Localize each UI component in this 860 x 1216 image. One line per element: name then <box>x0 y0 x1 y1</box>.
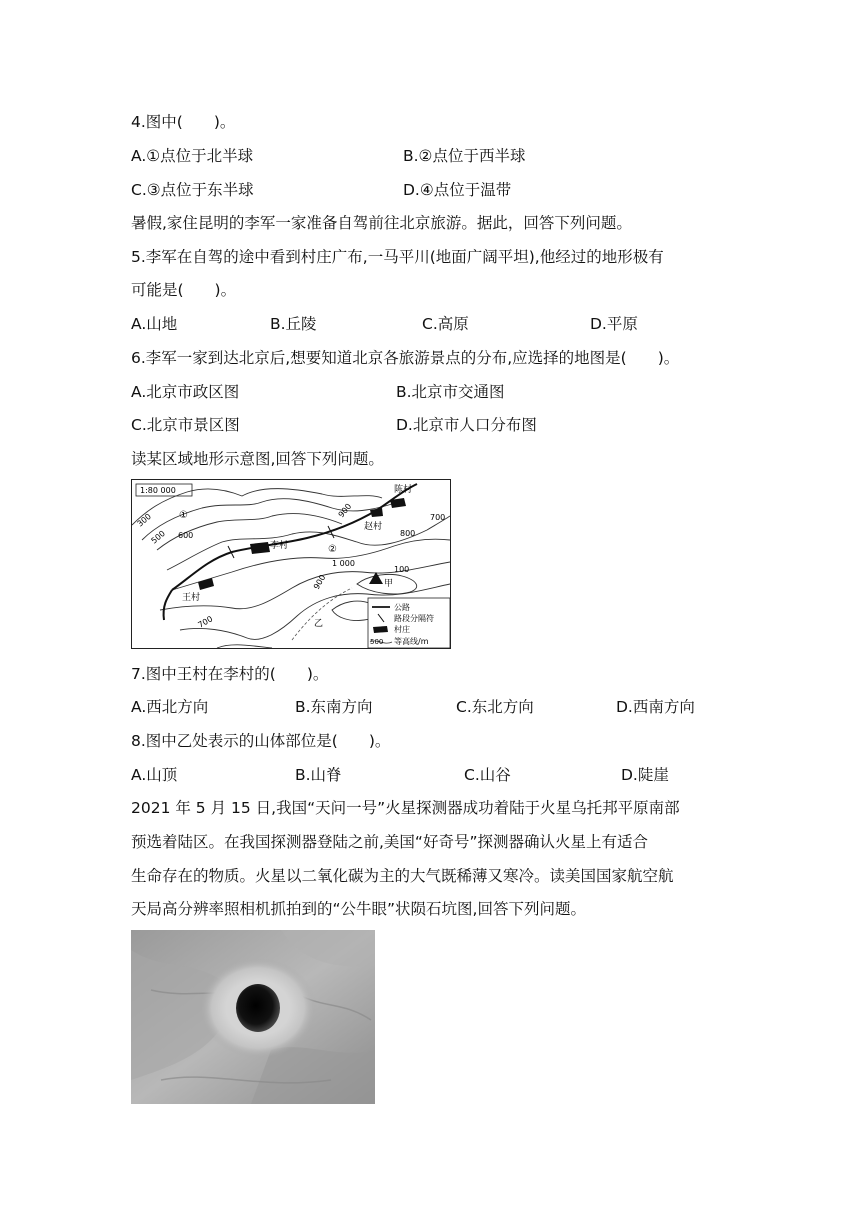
q8-stem: 8.图中乙处表示的山体部位是( )。 <box>131 732 391 750</box>
contour-label: 100 <box>394 565 410 574</box>
q6-option-a: A.北京市政区图 <box>131 383 240 401</box>
q4-option-d: D.④点位于温带 <box>403 181 512 199</box>
contour-label: 900 <box>336 501 354 520</box>
legend-divider: 路段分隔符 <box>394 614 434 623</box>
q4-option-b: B.②点位于西半球 <box>403 147 526 165</box>
contour-map-drawing <box>132 480 450 648</box>
contour-label: 900 <box>311 573 328 591</box>
q7-option-b: B.东南方向 <box>295 698 373 716</box>
village-chen-label: 陈村 <box>394 485 413 495</box>
crater-hole <box>236 984 280 1032</box>
q4-stem: 4.图中( )。 <box>131 113 236 131</box>
q6-option-d: D.北京市人口分布图 <box>396 416 537 434</box>
crater-photo-drawing <box>131 930 375 1104</box>
q5-option-c: C.高原 <box>422 315 469 333</box>
contour-map <box>131 479 451 649</box>
q7-option-c: C.东北方向 <box>456 698 534 716</box>
q8-option-c: C.山谷 <box>464 766 511 784</box>
road-branch <box>164 590 172 620</box>
q8-option-b: B.山脊 <box>295 766 342 784</box>
contour-label: 500 <box>149 528 167 546</box>
intro-mars-line3: 生命存在的物质。火星以二氧化碳为主的大气既稀薄又寒冷。读美国国家航空航 <box>131 867 674 885</box>
village-li-marker <box>250 542 270 554</box>
contour-label: 600 <box>178 531 194 540</box>
intro-mars-line2: 预选着陆区。在我国探测器登陆之前,美国“好奇号”探测器确认火星上有适合 <box>131 833 648 851</box>
q6-option-b: B.北京市交通图 <box>396 383 505 401</box>
q6-stem: 6.李军一家到达北京后,想要知道北京各旅游景点的分布,应选择的地图是( )。 <box>131 349 680 367</box>
crater-photo <box>131 930 375 1104</box>
point-2-label: ② <box>328 544 337 555</box>
contour-label: 700 <box>196 614 215 630</box>
q6-option-c: C.北京市景区图 <box>131 416 240 434</box>
village-zhao-label: 赵村 <box>364 522 383 532</box>
trail <box>292 588 352 640</box>
legend-contour: 等高线/m <box>394 637 429 646</box>
village-wang-marker <box>198 578 214 590</box>
contour-label: 300 <box>135 511 153 529</box>
point-1-label: ① <box>179 510 188 521</box>
q7-option-a: A.西北方向 <box>131 698 209 716</box>
legend-contour-value: 500 <box>370 638 384 646</box>
q5-option-b: B.丘陵 <box>270 315 317 333</box>
contour-label: 1 000 <box>332 559 355 568</box>
q5-option-d: D.平原 <box>590 315 638 333</box>
village-wang-label: 王村 <box>182 593 201 603</box>
q5-stem-line1: 5.李军在自驾的途中看到村庄广布,一马平川(地面广阔平坦),他经过的地形极有 <box>131 248 664 266</box>
village-li-label: 李村 <box>270 541 289 551</box>
map-scale: 1:80 000 <box>140 486 176 495</box>
legend-village: 村庄 <box>394 625 410 634</box>
intro-mars-line1: 2021 年 5 月 15 日,我国“天问一号”火星探测器成功着陆于火星乌托邦平原南部 <box>131 799 680 817</box>
contour-label: 700 <box>430 513 446 522</box>
contour-label: 800 <box>400 529 416 538</box>
intro-road-trip: 暑假,家住昆明的李军一家准备自驾前往北京旅游。据此，回答下列问题。 <box>131 214 632 232</box>
q8-option-a: A.山顶 <box>131 766 178 784</box>
q4-option-a: A.①点位于北半球 <box>131 147 254 165</box>
q7-option-d: D.西南方向 <box>616 698 695 716</box>
peak-jia-marker <box>369 572 383 584</box>
legend-road: 公路 <box>394 603 410 612</box>
valley-yi-label: 乙 <box>314 619 324 629</box>
peak-jia-label: 甲 <box>384 579 394 589</box>
q7-stem: 7.图中王村在李村的( )。 <box>131 665 329 683</box>
q8-option-d: D.陡崖 <box>621 766 669 784</box>
intro-mars-line4: 天局高分辨率照相机抓拍到的“公牛眼”状陨石坑图,回答下列问题。 <box>131 900 586 918</box>
legend-village-symbol <box>373 626 388 633</box>
q5-option-a: A.山地 <box>131 315 178 333</box>
intro-contour-map: 读某区域地形示意图,回答下列问题。 <box>131 450 384 468</box>
q5-stem-line2: 可能是( )。 <box>131 281 237 299</box>
q4-option-c: C.③点位于东半球 <box>131 181 254 199</box>
